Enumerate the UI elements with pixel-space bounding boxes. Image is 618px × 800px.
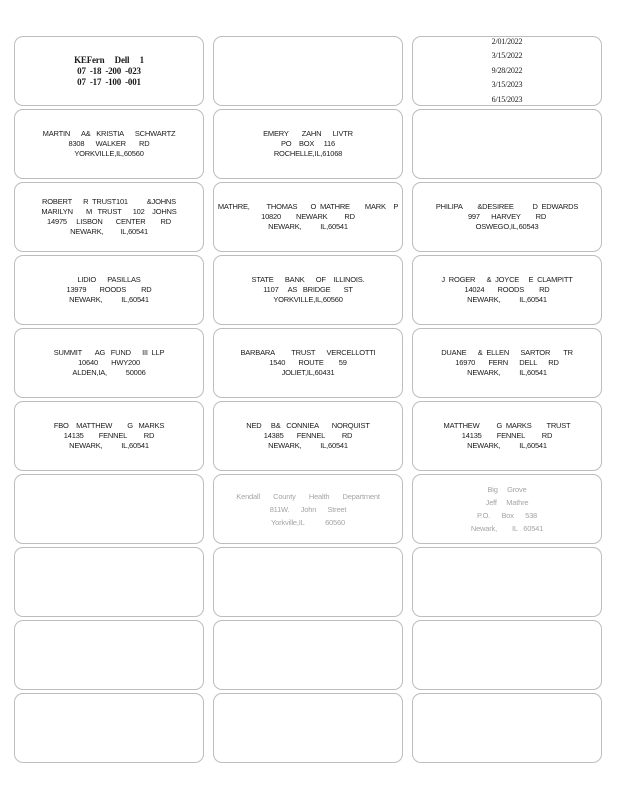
empty-label: [412, 693, 602, 763]
empty-label: [412, 620, 602, 690]
label-line: FBO MATTHEW G MARKS: [53, 421, 165, 430]
label-line: NEWARK, IL,60541: [69, 441, 149, 450]
address-label: [14, 255, 204, 325]
label-line: 16970 FERN DELL RD: [455, 358, 559, 367]
label-line: J ROGER & JOYCE E CLAMPITT: [441, 275, 573, 284]
label-line: Newark, IL 60541: [470, 524, 544, 533]
label-line: Yorkville,IL 60560: [271, 517, 345, 527]
label-line: NEWARK, IL,60541: [467, 295, 547, 304]
label-line: 14135 FENNEL RD: [63, 431, 155, 440]
label-line: 2/01/2022: [491, 36, 523, 46]
address-label: [14, 328, 204, 398]
label-line: 07 -17 -100 -001: [77, 76, 141, 87]
label-line: ROBERT R TRUST101 &JOHNS: [42, 197, 176, 206]
label-line: MATHRE, THOMAS O MATHRE MARK P: [217, 202, 399, 211]
label-line: NEWARK, IL,60541: [467, 368, 547, 377]
label-line: NED B& CONNIEA NORQUIST: [246, 421, 370, 430]
empty-label: [412, 547, 602, 617]
label-line: YORKVILLE,IL,60560: [273, 295, 343, 304]
label-line: MATTHEW G MARKS TRUST: [443, 421, 571, 430]
label-line: Big Grove: [487, 485, 527, 494]
label-line: NEWARK, IL,60541: [268, 222, 348, 231]
label-line: 07 -18 -200 -023: [77, 65, 141, 76]
address-label: [213, 328, 403, 398]
empty-label: [213, 620, 403, 690]
label-line: NEWARK, IL,60541: [70, 227, 148, 236]
address-label: [14, 36, 204, 106]
address-label: [412, 328, 602, 398]
address-label: [412, 182, 602, 252]
label-line: NEWARK, IL,60541: [268, 441, 348, 450]
label-line: YORKVILLE,IL,60560: [74, 149, 144, 158]
label-line: 13979 ROODS RD: [66, 285, 152, 294]
label-line: MARILYN M TRUST 102 JOHNS: [41, 207, 177, 216]
label-line: SUMMIT AG FUND III LLP: [53, 348, 165, 357]
label-line: LIDIO PASILLAS: [77, 275, 141, 284]
label-line: JOLIET,IL,60431: [281, 368, 335, 377]
empty-label: [213, 693, 403, 763]
empty-label: [14, 693, 204, 763]
address-label: [213, 109, 403, 179]
label-line: PHILIPA &DESIREE D EDWARDS: [435, 202, 579, 211]
empty-label: [412, 109, 602, 179]
label-line: PO BOX 116: [281, 139, 335, 148]
address-label: [412, 474, 602, 544]
label-line: 14975 LISBON CENTER RD: [47, 217, 171, 226]
label-line: 1107 AS BRIDGE ST: [263, 285, 353, 294]
label-line: Kendall County Health Department: [236, 491, 380, 501]
label-line: P.O. Box 538: [476, 511, 538, 520]
label-line: 10640 HWY200: [78, 358, 140, 367]
label-line: NEWARK, IL,60541: [467, 441, 547, 450]
label-line: 6/15/2023: [491, 94, 523, 104]
empty-label: [213, 36, 403, 106]
label-line: 8308 WALKER RD: [68, 139, 150, 148]
label-line: NEWARK, IL,60541: [69, 295, 149, 304]
label-line: 811W. John Street: [269, 504, 347, 514]
address-label: [14, 401, 204, 471]
address-label: [213, 474, 403, 544]
empty-label: [14, 547, 204, 617]
label-line: STATE BANK OF ILLINOIS.: [251, 275, 365, 284]
empty-label: [14, 620, 204, 690]
label-line: ALDEN,IA, 50006: [72, 368, 146, 377]
address-label: [213, 182, 403, 252]
label-line: 9/28/2022: [491, 65, 523, 75]
label-line: BARBARA TRUST VERCELLOTTI: [240, 348, 376, 357]
address-label: [412, 36, 602, 106]
label-line: 997 HARVEY RD: [467, 212, 547, 221]
label-line: ROCHELLE,IL,61068: [273, 149, 343, 158]
address-label: [213, 401, 403, 471]
label-line: OSWEGO,IL,60543: [475, 222, 539, 231]
label-line: KEFern Dell 1: [74, 54, 144, 65]
label-line: 14385 FENNEL RD: [263, 431, 353, 440]
label-line: EMERY ZAHN LIVTR: [263, 129, 353, 138]
label-sheet: [14, 36, 602, 763]
address-label: [412, 255, 602, 325]
address-label: [213, 255, 403, 325]
label-line: 14135 FENNEL RD: [461, 431, 553, 440]
label-line: DUANE & ELLEN SARTOR TR: [441, 348, 573, 357]
label-line: 3/15/2022: [491, 51, 523, 61]
label-line: MARTIN A& KRISTIA SCHWARTZ: [42, 129, 176, 138]
empty-label: [14, 474, 204, 544]
label-line: Jeff Mathre: [485, 498, 529, 507]
label-line: 1540 ROUTE 59: [269, 358, 347, 367]
empty-label: [213, 547, 403, 617]
label-line: 3/15/2023: [491, 80, 523, 90]
label-line: 14024 ROODS RD: [464, 285, 550, 294]
label-line: 10820 NEWARK RD: [261, 212, 355, 221]
address-label: [412, 401, 602, 471]
address-label: [14, 109, 204, 179]
address-label: [14, 182, 204, 252]
